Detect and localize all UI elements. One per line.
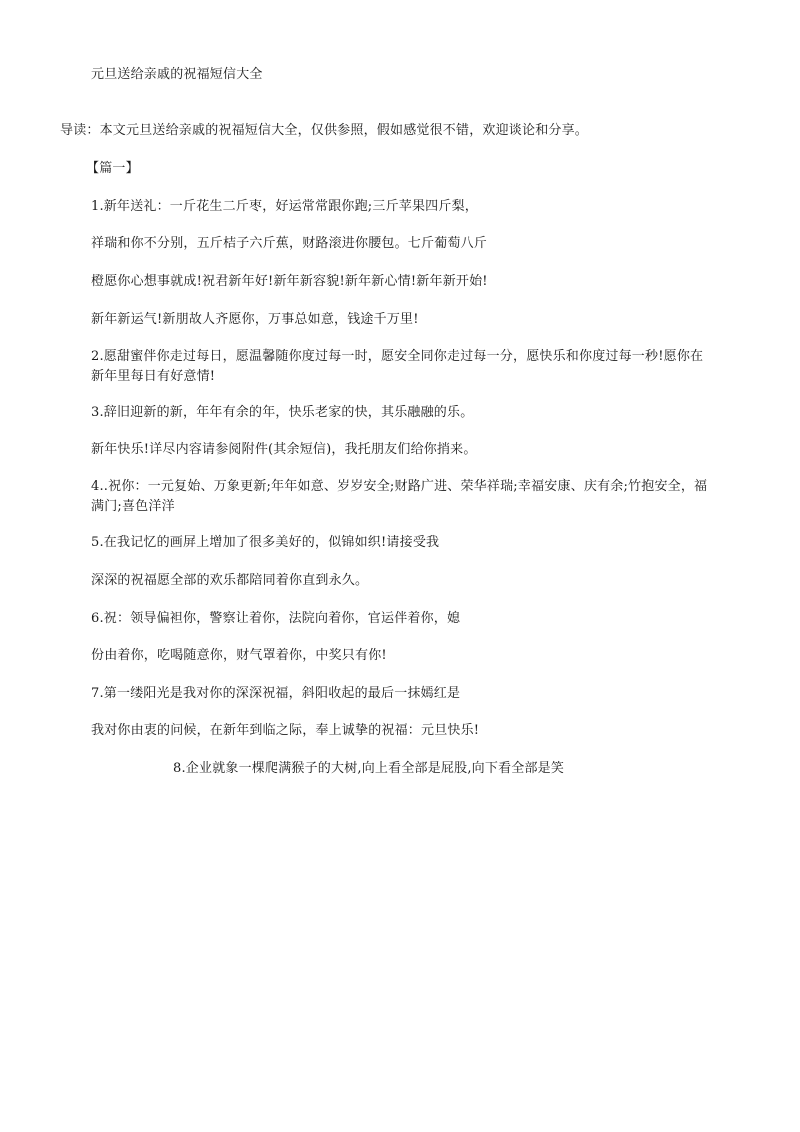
paragraph-6-line-2: 份由着你，吃喝随意你，财气罩着你，中奖只有你!	[91, 648, 387, 663]
intro-paragraph: 导读：本文元旦送给亲戚的祝福短信大全，仅供参照，假如感觉很不错，欢迎谈论和分享。	[60, 123, 589, 138]
paragraph-5-line-1: 5.在我记忆的画屏上增加了很多美好的，似锦如织!请接受我	[91, 535, 440, 550]
paragraph-1-line-4: 新年新运气!新朋故人齐愿你，万事总如意，钱途千万里!	[91, 312, 419, 327]
paragraph-7-line-1: 7.第一缕阳光是我对你的深深祝福，斜阳收起的最后一抹嫣红是	[91, 686, 461, 701]
paragraph-4: 4..祝你：一元复始、万象更新;年年如意、岁岁安全;财路广进、荣华祥瑞;幸福安康、庆有余;竹抱安全，福满门;喜色洋洋	[91, 479, 708, 514]
paragraph-3-line-1: 3.辞旧迎新的新，年年有余的年，快乐老家的快，其乐融融的乐。	[91, 405, 474, 420]
paragraph-1-line-2: 祥瑞和你不分别，五斤桔子六斤蕉，财路滚进你腰包。七斤葡萄八斤	[91, 236, 488, 251]
document-title: 元旦送给亲戚的祝福短信大全	[91, 67, 263, 82]
paragraph-2: 2.愿甜蜜伴你走过每日，愿温馨随你度过每一时，愿安全同你走过每一分，愿快乐和你度过每一秒!愿你在新年里每日有好意情!	[91, 349, 704, 384]
paragraph-6-line-1: 6.祝：领导偏袒你，警察让着你，法院向着你，官运伴着你，媳	[91, 611, 461, 626]
paragraph-7-line-2: 我对你由衷的问候，在新年到临之际，奉上诚挚的祝福：元旦快乐!	[91, 723, 480, 738]
paragraph-5-line-2: 深深的祝福愿全部的欢乐都陪同着你直到永久。	[91, 573, 369, 588]
paragraph-3-line-2: 新年快乐!详尽内容请参阅附件(其余短信)，我托朋友们给你捎来。	[91, 442, 477, 457]
section-heading: 【篇一】	[86, 161, 139, 176]
paragraph-8: 8.企业就象一棵爬满猴子的大树,向上看全部是屁股,向下看全部是笑	[173, 761, 565, 776]
paragraph-1-line-3: 橙愿你心想事就成!祝君新年好!新年新容貌!新年新心情!新年新开始!	[91, 274, 488, 289]
paragraph-1-line-1: 1.新年送礼：一斤花生二斤枣，好运常常跟你跑;三斤苹果四斤梨，	[91, 199, 478, 214]
